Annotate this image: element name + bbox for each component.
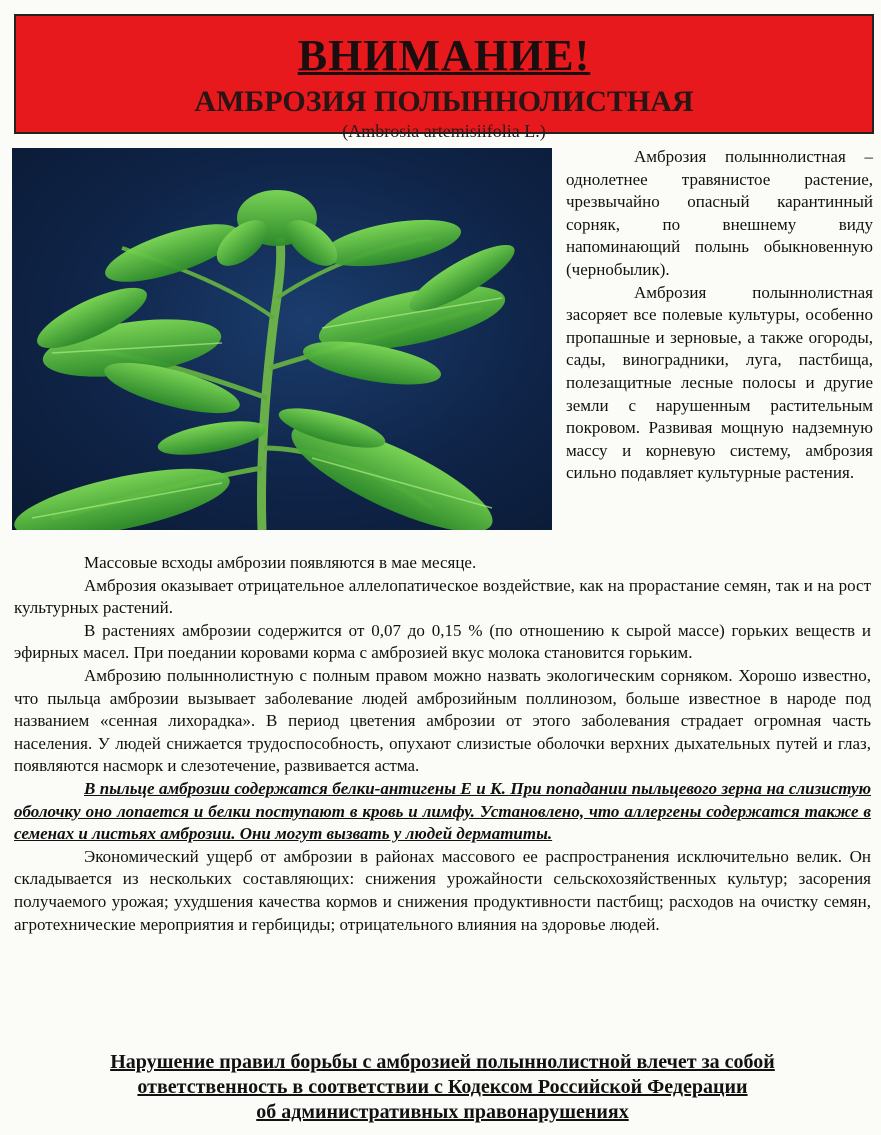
plant-name: АМБРОЗИЯ ПОЛЫННОЛИСТНАЯ <box>194 85 694 118</box>
legal-notice-line: Нарушение правил борьбы с амброзией полыннолистной влечет за собой <box>110 1051 775 1073</box>
warning-banner <box>14 14 874 141</box>
economic-damage-paragraph: Экономический ущерб от амброзии в районах массового ее распространения исключительно велик. Он складывается из нескольких составляющих: снижения урожайности сельскохозяйственных культур; засорения получаемого урожая; ухудшения качества кормов и снижения продуктивности пастбищ; расходов на очистку семян, агротехнические мероприятия и гербициды; отрицательного влияния на здоровье людей. <box>14 846 871 934</box>
ragweed-plant-photo <box>12 148 552 530</box>
body-paragraph: В растениях амброзии содержится от 0,07 до 0,15 % (по отношению к сырой массе) горьких веществ и эфирных масел. При поедании коровами корма с амброзией вкус молока становится горьким. <box>14 620 871 663</box>
ragweed-plant-icon <box>12 148 552 530</box>
legal-notice <box>14 1050 871 1125</box>
page-title: ВНИМАНИЕ! <box>297 31 591 80</box>
body-paragraph: Массовые всходы амброзии появляются в мае месяце. <box>84 553 477 572</box>
body-paragraph: Амброзию полыннолистную с полным правом можно назвать экологическим сорняком. Хорошо известно, что пыльца амброзии вызывает заболевание людей амброзийным поллинозом, больше известное в народе под названием «сенная лихорадка». В период цветения амброзии от этого заболевания страдает огромная часть населения. У людей снижается трудоспособность, опухают слизистые оболочки верхних дыхательных путей и глаз, появляются насморк и слезотечение, развивается астма. <box>14 665 871 776</box>
main-text <box>14 552 871 936</box>
side-description <box>566 146 873 485</box>
side-paragraph: Амброзия полыннолистная засоряет все полевые культуры, особенно пропашные и зерновые, а также огороды, сады, виноградники, луга, пастбища, полезащитные лесные полосы и другие земли с нарушенным растительным покровом. Развивая мощную надземную массу и корневую систему, амброзия сильно подавляет культурные растения. <box>566 282 873 483</box>
latin-name: (Ambrosia artemisiifolia L.) <box>342 121 546 141</box>
body-paragraph: Амброзия оказывает отрицательное аллелопатическое воздействие, как на прорастание семян, так и на рост культурных растений. <box>14 575 871 618</box>
legal-notice-line: ответственность в соответствии с Кодексом Российской Федерации <box>137 1076 748 1098</box>
side-paragraph: Амброзия полыннолистная – однолетнее травянистое растение, чрезвычайно опасный карантинный сорняк, по внешнему виду напоминающий полынь обыкновенную (чернобылик). <box>566 147 873 279</box>
legal-notice-line: об административных правонарушениях <box>256 1101 629 1123</box>
allergen-warning: В пыльце амброзии содержатся белки-антигены Е и К. При попадании пыльцевого зерна на слизистую оболочку оно лопается и белки поступают в кровь и лимфу. Установлено, что аллергены содержатся также в семенах и листьях амброзии. Они могут вызвать у людей дерматиты. <box>14 778 871 844</box>
